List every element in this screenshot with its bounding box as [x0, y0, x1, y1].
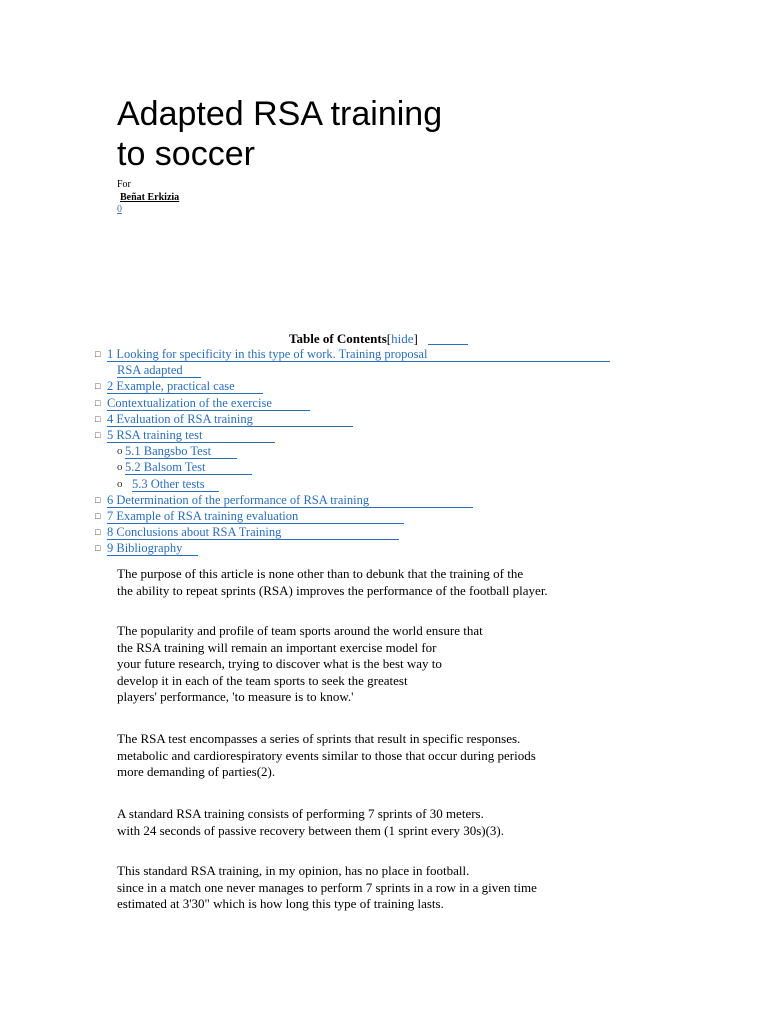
toc-item — [95, 508, 610, 524]
paragraph-line: more demanding of parties(2). — [117, 764, 276, 779]
checkbox-bullet-icon: □ — [95, 543, 101, 554]
paragraph-line: the RSA training will remain an important exercise model for — [117, 639, 437, 655]
toc-link-5-3[interactable]: 5.3 Other tests — [132, 477, 219, 492]
paragraph-line: develop it in each of the team sports to seek the greatest — [117, 672, 408, 688]
toc-link-4[interactable]: 4 Evaluation of RSA training — [107, 412, 353, 427]
checkbox-bullet-icon: □ — [95, 381, 101, 392]
paragraph-line: The RSA test encompasses a series of sprints that result in specific responses. — [117, 731, 521, 746]
toc-heading — [289, 331, 468, 347]
checkbox-bullet-icon: □ — [95, 349, 101, 359]
toc-link-5-1[interactable]: 5.1 Bangsbo Test — [125, 444, 237, 459]
paragraph-3 — [117, 731, 637, 781]
toc-item — [95, 346, 610, 362]
circle-bullet-icon: o — [117, 445, 123, 458]
document-title — [117, 94, 442, 174]
paragraph-line: the ability to repeat sprints (RSA) improves the performance of the football player. — [117, 582, 548, 598]
paragraph-line: The popularity and profile of team sports around the world ensure that — [117, 623, 483, 638]
paragraph-2 — [117, 623, 637, 706]
paragraph-line: players' performance, 'to measure is to know.' — [117, 689, 354, 704]
checkbox-bullet-icon: □ — [95, 494, 101, 505]
toc-link-5-2[interactable]: 5.2 Balsom Test — [125, 460, 252, 475]
paragraph-line: estimated at 3'30" which is how long this type of training lasts. — [117, 896, 444, 911]
zero-link[interactable]: 0 — [117, 204, 122, 215]
heading-underline — [428, 336, 468, 345]
toc-item — [95, 395, 610, 411]
paragraph-line: The purpose of this article is none other than to debunk that the training of the — [117, 566, 524, 581]
toc-link-1-continued[interactable]: RSA adapted — [117, 363, 201, 378]
toc-title: Table of Contents — [289, 331, 387, 346]
paragraph-line: your future research, trying to discover what is the best way to — [117, 656, 442, 671]
toc-item — [95, 362, 610, 378]
toc-item — [95, 427, 610, 443]
toc-link-8[interactable]: 8 Conclusions about RSA Training — [107, 525, 399, 540]
title-line-1: Adapted RSA training — [117, 95, 443, 133]
toc-link-9[interactable]: 9 Bibliography — [107, 541, 198, 556]
paragraph-line: A standard RSA training consists of performing 7 sprints of 30 meters. — [117, 806, 484, 821]
paragraph-line: since in a match one never manages to perform 7 sprints in a row in a given time — [117, 879, 537, 895]
toc-link-7[interactable]: 7 Example of RSA training evaluation — [107, 509, 404, 524]
paragraph-line: metabolic and cardiorespiratory events similar to those that occur during periods — [117, 747, 536, 763]
checkbox-bullet-icon: □ — [95, 413, 101, 424]
paragraph-5 — [117, 863, 637, 913]
checkbox-bullet-icon: □ — [95, 429, 101, 440]
toc-item — [95, 459, 610, 475]
hide-toc-link[interactable]: hide — [391, 331, 414, 346]
for-label: For — [117, 179, 131, 190]
toc-link-5[interactable]: 5 RSA training test — [107, 428, 275, 443]
toc-item — [95, 524, 610, 540]
paragraph-4 — [117, 806, 637, 839]
toc-item — [95, 378, 610, 394]
paragraph-line: with 24 seconds of passive recovery between them (1 sprint every 30s)(3). — [117, 822, 504, 838]
toc-item — [95, 443, 610, 459]
paragraph-line: This standard RSA training, in my opinion, has no place in football. — [117, 863, 470, 878]
title-line-2: to soccer — [117, 135, 255, 173]
toc-link-1[interactable]: 1 Looking for specificity in this type of work. Training proposal — [107, 347, 610, 362]
circle-bullet-icon: o — [117, 477, 123, 490]
paragraph-1 — [117, 566, 637, 599]
toc-item — [95, 492, 610, 508]
table-of-contents — [95, 346, 610, 556]
toc-link-2[interactable]: 2 Example, practical case — [107, 379, 263, 394]
circle-bullet-icon: o — [117, 461, 123, 474]
author-name: Beñat Erkizia — [120, 192, 180, 203]
checkbox-bullet-icon: □ — [95, 510, 101, 521]
hide-bracket-close: ] — [413, 331, 418, 346]
toc-item — [95, 476, 610, 492]
toc-item — [95, 411, 610, 427]
checkbox-bullet-icon: □ — [95, 397, 101, 408]
checkbox-bullet-icon: □ — [95, 527, 101, 538]
toc-link-3[interactable]: Contextualization of the exercise — [107, 396, 310, 411]
toc-link-6[interactable]: 6 Determination of the performance of RSA training — [107, 493, 473, 508]
hide-bracket-open: [ — [386, 331, 392, 346]
toc-item — [95, 540, 610, 556]
